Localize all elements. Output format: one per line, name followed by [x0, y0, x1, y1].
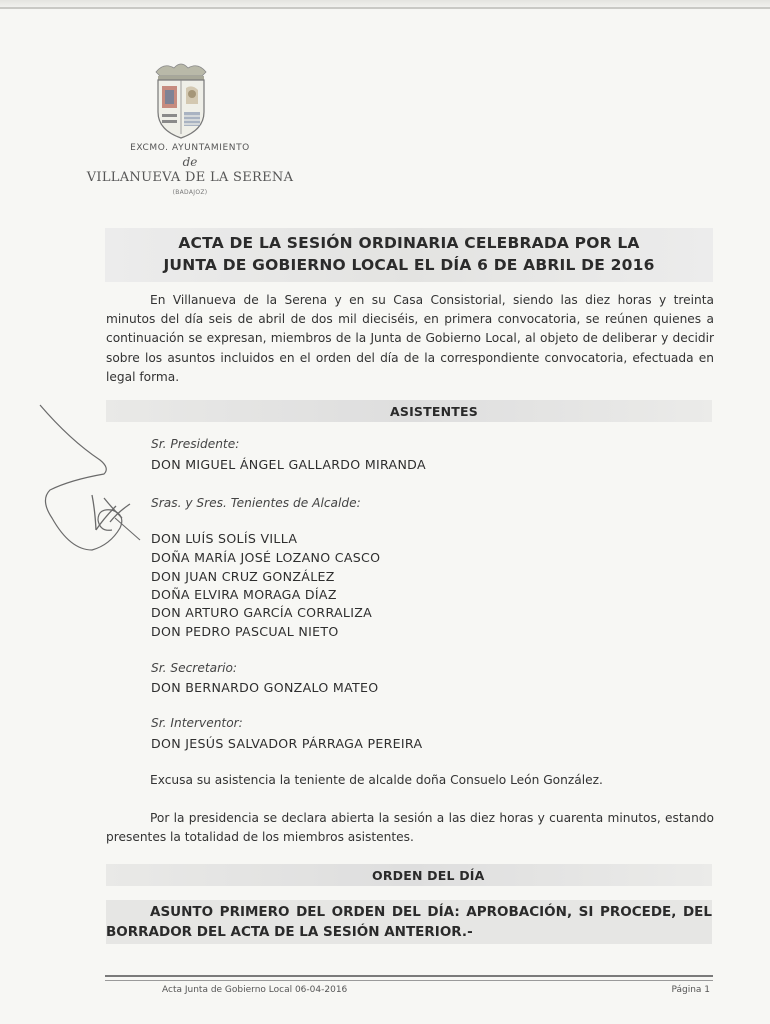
intro-paragraph: En Villanueva de la Serena y en su Casa Consistorial, siendo las diez horas y treinta minutos del día seis de abril de dos mil dieciséis, en primera convocatoria, se reúnen quienes a continuación se expresan, miembros de la Junta de Gobierno Local, al objeto de deliberar y decidir sobre los asuntos incluidos en el orden del día de la correspondiente convocatoria, efectuada en legal forma.	[106, 293, 714, 384]
interventor-label: Sr. Interventor:	[151, 716, 243, 730]
scan-edge	[0, 0, 770, 10]
asunto-primero: ASUNTO PRIMERO DEL ORDEN DEL DÍA: APROBACIÓN, SI PROCEDE, DEL BORRADOR DEL ACTA DE LA SESIÓN ANTERIOR.-	[106, 900, 712, 944]
secretario-label: Sr. Secretario:	[151, 661, 238, 675]
asistentes-heading: ASISTENTES	[390, 404, 478, 419]
interventor-name: DON JESÚS SALVADOR PÁRRAGA PEREIRA	[151, 736, 423, 751]
teniente-item: DON ARTURO GARCÍA CORRALIZA	[151, 605, 373, 620]
header-excmo: EXCMO. AYUNTAMIENTO	[130, 143, 250, 153]
footer-rule-thin	[105, 980, 713, 981]
teniente-item: DOÑA ELVIRA MORAGA DÍAZ	[151, 587, 337, 602]
document-title	[105, 228, 713, 282]
header-de: de	[182, 155, 198, 169]
header-municipality: VILLANUEVA DE LA SERENA	[86, 170, 294, 185]
presidente-name: DON MIGUEL ÁNGEL GALLARDO MIRANDA	[151, 457, 426, 472]
teniente-item: DON JUAN CRUZ GONZÁLEZ	[151, 569, 335, 584]
footer-doc-ref: Acta Junta de Gobierno Local 06-04-2016	[162, 985, 348, 995]
footer-page-number: Página 1	[671, 985, 710, 995]
orden-heading: ORDEN DEL DÍA	[372, 868, 485, 883]
coat-of-arms-logo	[146, 60, 216, 140]
presidente-label: Sr. Presidente:	[151, 437, 240, 451]
teniente-item: DON LUÍS SOLÍS VILLA	[151, 531, 298, 546]
apertura-paragraph: Por la presidencia se declara abierta la sesión a las diez horas y cuarenta minutos, estando presentes la totalidad de los miembros asistentes.	[106, 811, 714, 844]
title-line-1: ACTA DE LA SESIÓN ORDINARIA CELEBRADA POR LA	[178, 234, 640, 252]
footer-rule	[105, 975, 713, 977]
secretario-name: DON BERNARDO GONZALO MATEO	[151, 680, 379, 695]
handwritten-signature	[0, 400, 150, 580]
excusa-paragraph: Excusa su asistencia la teniente de alcalde doña Consuelo León González.	[150, 773, 603, 787]
header-province: (BADAJOZ)	[172, 189, 208, 196]
municipality-header	[70, 143, 310, 196]
title-line-2: JUNTA DE GOBIERNO LOCAL EL DÍA 6 DE ABRIL DE 2016	[163, 256, 655, 274]
tenientes-label: Sras. y Sres. Tenientes de Alcalde:	[151, 496, 361, 510]
teniente-item: DOÑA MARÍA JOSÉ LOZANO CASCO	[151, 550, 381, 565]
teniente-item: DON PEDRO PASCUAL NIETO	[151, 624, 339, 639]
